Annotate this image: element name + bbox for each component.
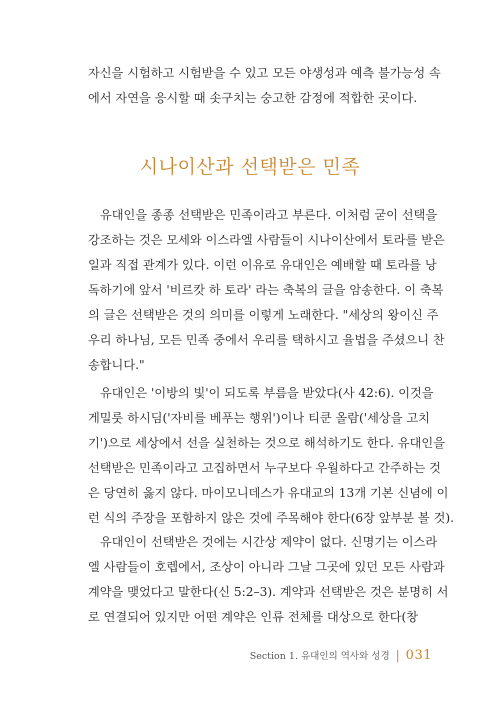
paragraph-covenant: [88, 530, 449, 630]
paragraph-chosen-people: [88, 203, 445, 378]
text-line: 엘 사람들이 호렙에서, 조상이 아니라 그날 그곳에 있던 모든 사람과: [88, 560, 445, 574]
running-head: Section 1. 유대인의 역사와 성경: [249, 651, 390, 662]
text-line: 강조하는 것은 모세와 이스라엘 사람들이 시나이산에서 토라를 받은: [88, 233, 445, 247]
text-line: 은 당연히 옳지 않다. 마이모니데스가 유대교의 13개 기본 신념에 이: [88, 486, 449, 500]
text-line: 일과 직접 관계가 있다. 이런 이유로 유대인은 예배할 때 토라를 낭: [88, 258, 437, 272]
text-line: 기')으로 세상에서 선을 실천하는 것으로 해석하기도 한다. 유대인을: [88, 436, 445, 450]
intro-paragraph: [88, 61, 441, 111]
page-footer: [250, 648, 432, 663]
text-line: 독하기에 앞서 '비르캇 하 토라' 라는 축복의 글을 암송한다. 이 축복: [88, 283, 444, 297]
text-line: 의 글은 선택받은 것의 의미를 이렇게 노래한다. "세상의 왕이신 주: [88, 308, 439, 322]
text-line: 계약을 맺었다고 말한다(신 5:2–3). 계약과 선택받은 것은 분명히 서: [88, 585, 449, 599]
footer-separator: |: [395, 648, 400, 662]
text-line: 에서 자연을 응시할 때 솟구치는 숭고한 감정에 적합한 곳이다.: [88, 91, 418, 105]
text-line: 로 연결되어 있지만 어떤 계약은 인류 전체를 대상으로 한다(창: [88, 610, 419, 624]
text-line: 런 식의 주장을 포함하지 않은 것에 주목해야 한다(6장 앞부분 볼 것).: [88, 511, 454, 525]
text-line: 송합니다.": [88, 358, 145, 372]
text-line: 우리 하나님, 모든 민족 중에서 우리를 택하시고 율법을 주셨으니 찬: [88, 333, 445, 347]
text-line: 자신을 시험하고 시험받을 수 있고 모든 야생성과 예측 불가능성 속: [88, 66, 441, 80]
text-line: 게밀룻 하시딤('자비를 베푸는 행위')이나 티쿤 올람('세상을 고치: [88, 411, 430, 425]
text-line: 유대인을 종종 선택받은 민족이라고 부른다. 이처럼 굳이 선택을: [100, 208, 438, 222]
paragraph-light-of-nations: [88, 381, 454, 531]
text-line: 유대인이 선택받은 것에는 시간상 제약이 없다. 신명기는 이스라: [100, 535, 438, 549]
section-title: 시나이산과 선택받은 민족: [139, 156, 361, 178]
page-number: 031: [405, 648, 432, 663]
text-line: 선택받은 민족이라고 고집하면서 누구보다 우월하다고 간주하는 것: [88, 461, 441, 475]
text-line: 유대인은 '이방의 빛'이 되도록 부름을 받았다(사 42:6). 이것을: [100, 386, 434, 400]
